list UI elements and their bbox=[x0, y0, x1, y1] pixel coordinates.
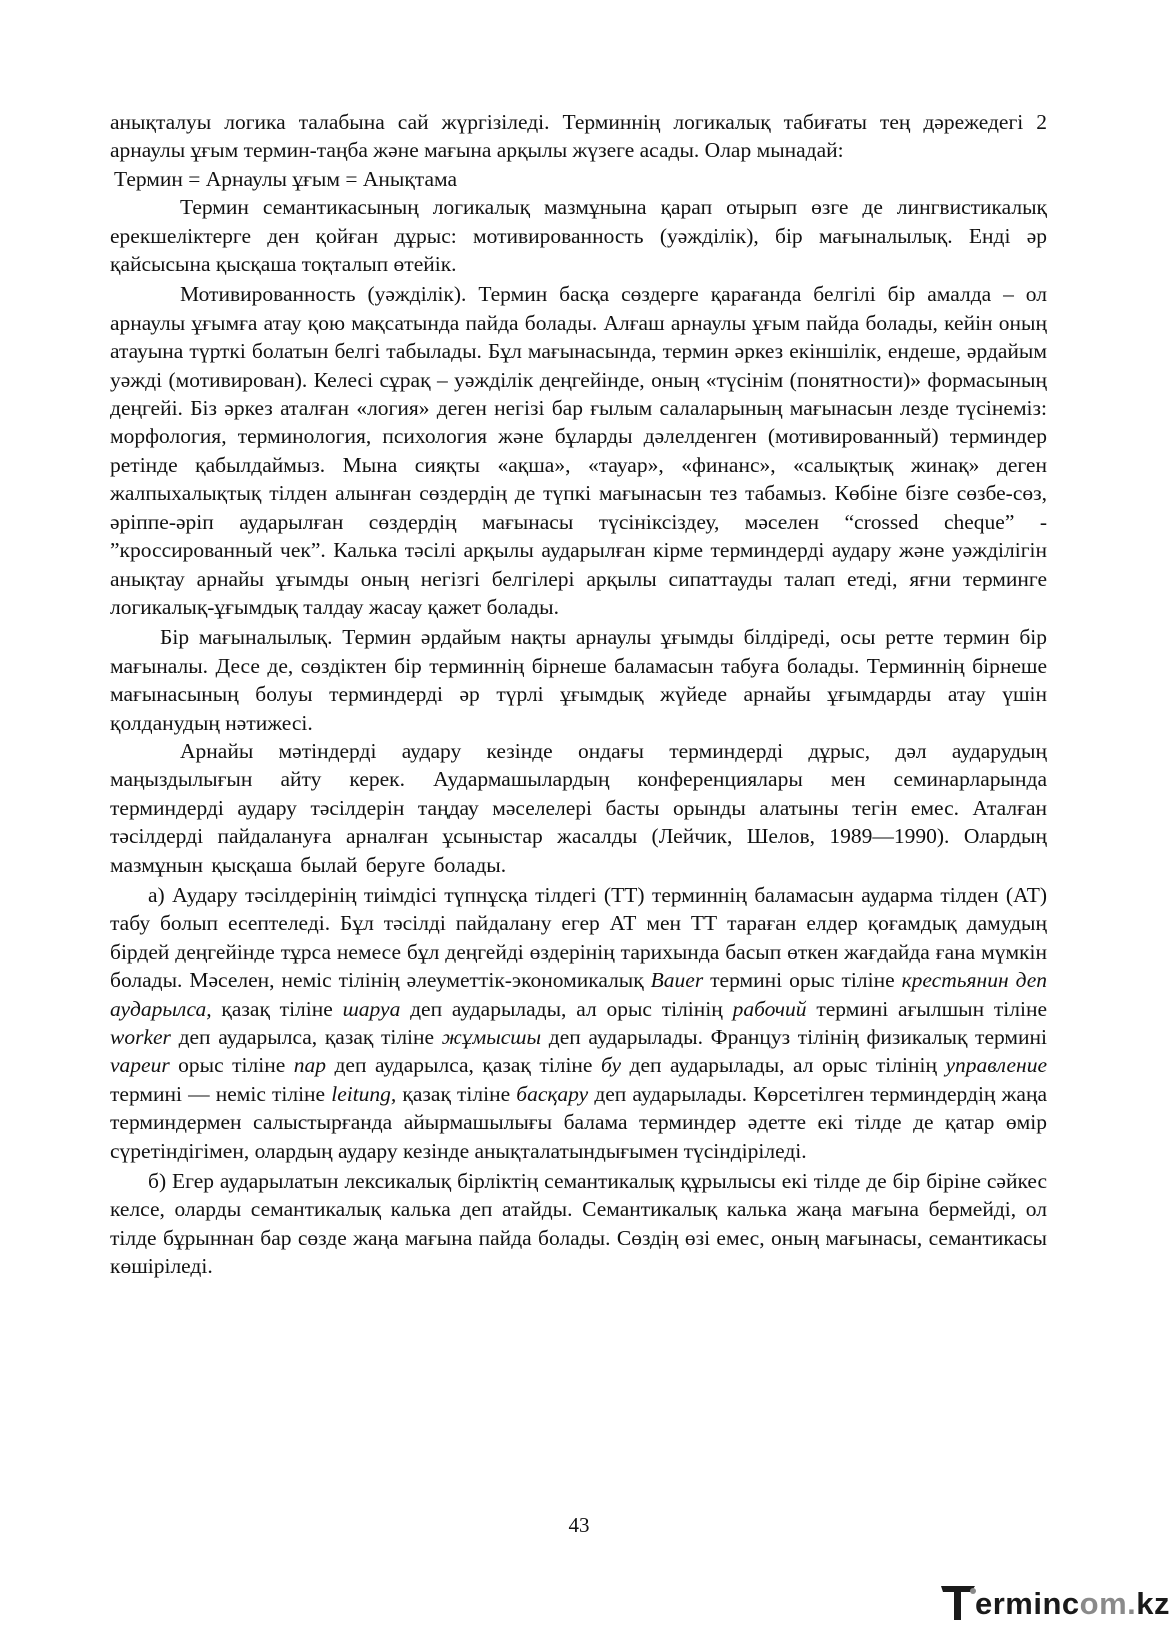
text-run: деп аударылады, ал орыс тілінің bbox=[400, 996, 733, 1021]
paragraph-2: Термин семантикасының логикалық мазмұнына қарап отырып өзге де лингвистикалық ерекшеліктерге ден қойған дұрыс: мотивированность (уәжділік), бір мағыналылық. Енді әр қайсысына қысқаша тоқталып өтейік. bbox=[110, 195, 1047, 277]
logo-text bbox=[975, 1586, 1170, 1622]
italic-term: vapeur bbox=[110, 1053, 170, 1078]
text-run: термині ағылшын тіліне bbox=[806, 996, 1047, 1021]
italic-term: worker bbox=[110, 1025, 171, 1049]
logo-text-part: erminc bbox=[975, 1586, 1080, 1621]
formula-line: Термин = Арнаулы ұғым = Анықтама bbox=[114, 166, 457, 191]
italic-term: шаруа bbox=[342, 996, 401, 1021]
text-run: қазақ тіліне bbox=[211, 996, 343, 1021]
italic-term: крестьянин деп аударылса, bbox=[110, 968, 1047, 1021]
text-run: деп аударылады, ал орыс тілінің bbox=[621, 1053, 946, 1078]
logo-t-icon bbox=[939, 1580, 979, 1626]
page-body bbox=[110, 108, 1047, 1281]
text-run: а) Аудару тәсілдерінің тиімдісі түпнұсқа тілдегі (ТТ) терминнің баламасын аударма тілден (АТ) табу болып есептеледі. Бұл тәсілді пайдалану егер АТ мен ТТ тараған елдер қоғамдық дамудың бірдей деңгейінде тұрса немесе бұл деңгейді өздерінің тарихында басып өткен жағдайда ғана мүмкін болады. Мәселен, неміс тілінің әлеуметтік-экономикалық bbox=[110, 882, 1047, 993]
paragraph-method-b: б) Егер аударылатын лексикалық бірліктің семантикалық құрылысы екі тілде де бір біріне сәйкес келсе, оларды семантикалық калька деп атайды. Семантикалық калька жаңа мағына бермейді, ол тілде бұрыннан бар сөзде жаңа мағына пайда болады. Сөздің өзі емес, оның мағынасы, семантикасы көшіріледі. bbox=[110, 1169, 1047, 1279]
text-run: деп аударылса, қазақ тіліне bbox=[326, 1053, 601, 1078]
text-run: деп аударылады. Көрсетілген терминдердің жаңа терминдермен салыстырғанда айырмашылығы балама терминдер әдетте екі тілде де қатар өмір сүретіндігімен, олардың аудару кезінде анықталатындығымен түсіндіріледі. bbox=[110, 1081, 1047, 1163]
paragraph-special-texts: Арнайы мәтіндерді аудару кезінде ондағы терминдерді дұрыс, дәл аударудың маңыздылығын айту керек. Аудармашылардың конференциялары мен семинарларында терминдерді аудару тәсілдерін таңдау мәселелері басты орынды алатыны тегін емес. Аталған тәсілдерді пайдалануға арналған ұсыныстар жасалды (Лейчик, Шелов, 1989—1990). Олардың мазмұнын қысқаша былай беруге болады. bbox=[110, 738, 1047, 877]
italic-term: жұмысшы bbox=[441, 1025, 542, 1049]
text-run: термині орыс тіліне bbox=[703, 968, 902, 993]
italic-term: пар bbox=[293, 1053, 326, 1078]
italic-term: Bauer bbox=[650, 968, 704, 993]
text-run: қазақ тіліне bbox=[396, 1081, 517, 1106]
logo-text-part: om. bbox=[1079, 1586, 1137, 1621]
text-run: орыс тіліне bbox=[169, 1053, 294, 1078]
site-logo bbox=[939, 1580, 1170, 1626]
paragraph-method-a bbox=[110, 881, 1047, 1165]
text-run: деп аударылса, қазақ тіліне bbox=[170, 1025, 442, 1049]
logo-text-part: kz bbox=[1136, 1586, 1170, 1621]
text-run: термині — неміс тіліне bbox=[110, 1081, 332, 1106]
paragraph-motivation: Мотивированность (уәждiлiк). Термин басқа сөздерге қарағанда белгілі бір амалда – ол арнаулы ұғымға атау қою мақсатында пайда болады. Алғаш арнаулы ұғым пайда болады, кейін оның атауына түрткі болатын белгі табылады. Бұл мағынасында, термин әркез екіншілік, ендеше, әрдайым уәжді (мотивирован). Келесі сұрақ – уәжділік деңгейінде, оның «түсінім (понятности)» формасының деңгейі. Біз әркез аталған «логия» деген негізі бар ғылым салаларының мағынасын лезде түсінеміз: морфология, терминология, психология және бұларды дәлелденген (мотивированный) терминдер ретінде қабылдаймыз. Мына сияқты «ақша», «тауар», «финанс», «салықтық жинақ» деген жалпыхалықтық тілден алынған сөздердің де түпкі мағынасын тез табамыз. Көбіне бізге сөзбе-сөз, әріппе-әріп аударылған сөздердің мағынасы түсініксіздеу, мәселен “crossed cheque” - ”кроссированный чек”. Калька тәсілі арқылы аударылған кірме терминдерді аудару және уәжділігін анықтау арнайы ұғымды оның негізгі белгілері арқылы сипаттауды талап етеді, яғни терминге логикалық-ұғымдық талдау жасау қажет болады. bbox=[110, 282, 1047, 619]
italic-term: рабочий bbox=[732, 996, 807, 1021]
italic-term: бу bbox=[600, 1053, 622, 1078]
italic-term: управление bbox=[945, 1053, 1047, 1078]
italic-term: басқару bbox=[516, 1081, 589, 1106]
paragraph-1: анықталуы логика талабына сай жүргізіледі. Терминнің логикалық табиғаты тең дәрежедегі 2 арнаулы ұғым термин-таңба және мағына арқылы жүзеге асады. Олар мынадай: bbox=[110, 110, 1047, 163]
text-run: деп аударылады. Француз тілінің физикалық термині bbox=[541, 1025, 1047, 1049]
paragraph-monosemy: Бір мағыналылық. Термин әрдайым нақты арнаулы ұғымды білдіреді, осы ретте термин бір мағыналы. Десе де, сөздіктен бір терминнің бірнеше баламасын табуға болады. Терминнің бірнеше мағынасының болуы терминдерді әр түрлі ұғымдық жүйеде арнайы ұғымдарды атау үшін қолданудың нәтижесі. bbox=[110, 625, 1047, 735]
italic-term: leitung, bbox=[331, 1081, 397, 1106]
page-number: 43 bbox=[568, 1513, 590, 1537]
